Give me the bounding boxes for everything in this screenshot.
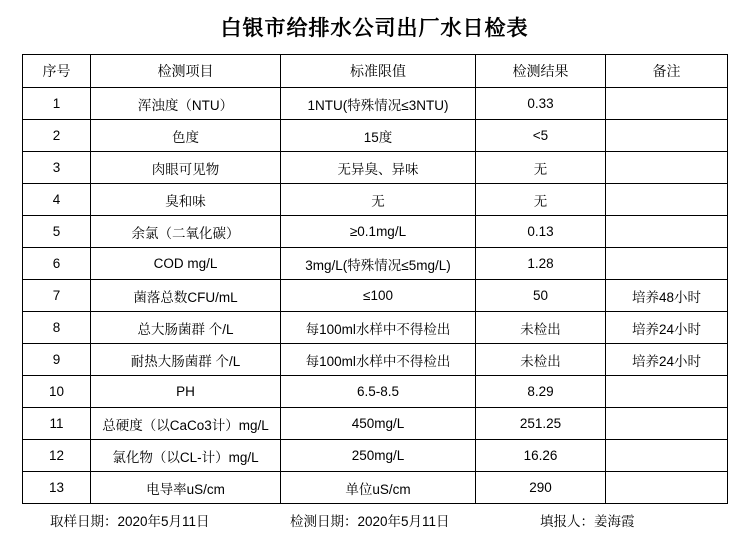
cell-item: 余氯（二氧化碳） <box>91 216 281 248</box>
cell-no: 8 <box>23 312 91 344</box>
cell-no: 1 <box>23 88 91 120</box>
column-header-remark: 备注 <box>606 55 728 88</box>
cell-item: 菌落总数CFU/mL <box>91 280 281 312</box>
table-row <box>23 88 728 120</box>
cell-limit: 450mg/L <box>281 408 476 440</box>
table-row <box>23 344 728 376</box>
cell-item: COD mg/L <box>91 248 281 280</box>
cell-result: 0.33 <box>476 88 606 120</box>
cell-no: 9 <box>23 344 91 376</box>
sampling-date: 取样日期：2020年5月11日 <box>50 514 210 529</box>
table-row <box>23 248 728 280</box>
cell-remark: 培养24小时 <box>606 312 728 344</box>
cell-item: PH <box>91 376 281 408</box>
cell-item: 肉眼可见物 <box>91 152 281 184</box>
water-quality-table <box>22 54 728 504</box>
cell-limit: 1NTU(特殊情况≤3NTU) <box>281 88 476 120</box>
cell-result: 16.26 <box>476 440 606 472</box>
cell-result: 50 <box>476 280 606 312</box>
page-title: 白银市给排水公司出厂水日检表 <box>220 17 529 40</box>
cell-item: 总大肠菌群 个/L <box>91 312 281 344</box>
cell-remark: 培养48小时 <box>606 280 728 312</box>
cell-item: 电导率uS/cm <box>91 472 281 504</box>
cell-item: 臭和味 <box>91 184 281 216</box>
report-footer <box>0 510 749 530</box>
column-header-limit: 标准限值 <box>281 55 476 88</box>
cell-item: 色度 <box>91 120 281 152</box>
cell-no: 12 <box>23 440 91 472</box>
cell-remark <box>606 216 728 248</box>
cell-result: 0.13 <box>476 216 606 248</box>
table-row <box>23 216 728 248</box>
cell-result: 290 <box>476 472 606 504</box>
cell-remark <box>606 120 728 152</box>
column-header-item: 检测项目 <box>91 55 281 88</box>
table-row <box>23 312 728 344</box>
cell-item: 浑浊度（NTU） <box>91 88 281 120</box>
table-row <box>23 184 728 216</box>
cell-limit: 3mg/L(特殊情况≤5mg/L) <box>281 248 476 280</box>
cell-no: 7 <box>23 280 91 312</box>
cell-result: <5 <box>476 120 606 152</box>
column-header-result: 检测结果 <box>476 55 606 88</box>
table-row <box>23 376 728 408</box>
cell-result: 1.28 <box>476 248 606 280</box>
cell-no: 11 <box>23 408 91 440</box>
cell-remark <box>606 376 728 408</box>
cell-limit: ≥0.1mg/L <box>281 216 476 248</box>
cell-remark <box>606 408 728 440</box>
table-header-row <box>23 55 728 88</box>
cell-item: 总硬度（以CaCo3计）mg/L <box>91 408 281 440</box>
cell-limit: 250mg/L <box>281 440 476 472</box>
cell-no: 4 <box>23 184 91 216</box>
cell-limit: 单位uS/cm <box>281 472 476 504</box>
cell-remark <box>606 88 728 120</box>
cell-result: 未检出 <box>476 312 606 344</box>
cell-result: 未检出 <box>476 344 606 376</box>
table-row <box>23 120 728 152</box>
table-row <box>23 152 728 184</box>
column-header-no: 序号 <box>23 55 91 88</box>
reporter-name: 填报人：姜海霞 <box>540 514 635 529</box>
cell-limit: ≤100 <box>281 280 476 312</box>
cell-result: 8.29 <box>476 376 606 408</box>
table-container <box>0 54 749 504</box>
cell-remark <box>606 248 728 280</box>
cell-remark <box>606 472 728 504</box>
cell-no: 5 <box>23 216 91 248</box>
cell-remark <box>606 152 728 184</box>
cell-result: 无 <box>476 184 606 216</box>
table-row <box>23 472 728 504</box>
cell-limit: 每100ml水样中不得检出 <box>281 344 476 376</box>
table-row <box>23 408 728 440</box>
cell-item: 耐热大肠菌群 个/L <box>91 344 281 376</box>
cell-remark <box>606 440 728 472</box>
testing-date: 检测日期：2020年5月11日 <box>290 514 450 529</box>
table-row <box>23 440 728 472</box>
cell-result: 无 <box>476 152 606 184</box>
cell-no: 3 <box>23 152 91 184</box>
cell-no: 13 <box>23 472 91 504</box>
cell-limit: 无异臭、异味 <box>281 152 476 184</box>
cell-result: 251.25 <box>476 408 606 440</box>
cell-remark <box>606 184 728 216</box>
cell-remark: 培养24小时 <box>606 344 728 376</box>
cell-no: 6 <box>23 248 91 280</box>
cell-limit: 6.5-8.5 <box>281 376 476 408</box>
cell-limit: 无 <box>281 184 476 216</box>
cell-item: 氯化物（以CL-计）mg/L <box>91 440 281 472</box>
cell-no: 2 <box>23 120 91 152</box>
cell-limit: 每100ml水样中不得检出 <box>281 312 476 344</box>
table-row <box>23 280 728 312</box>
cell-limit: 15度 <box>281 120 476 152</box>
cell-no: 10 <box>23 376 91 408</box>
